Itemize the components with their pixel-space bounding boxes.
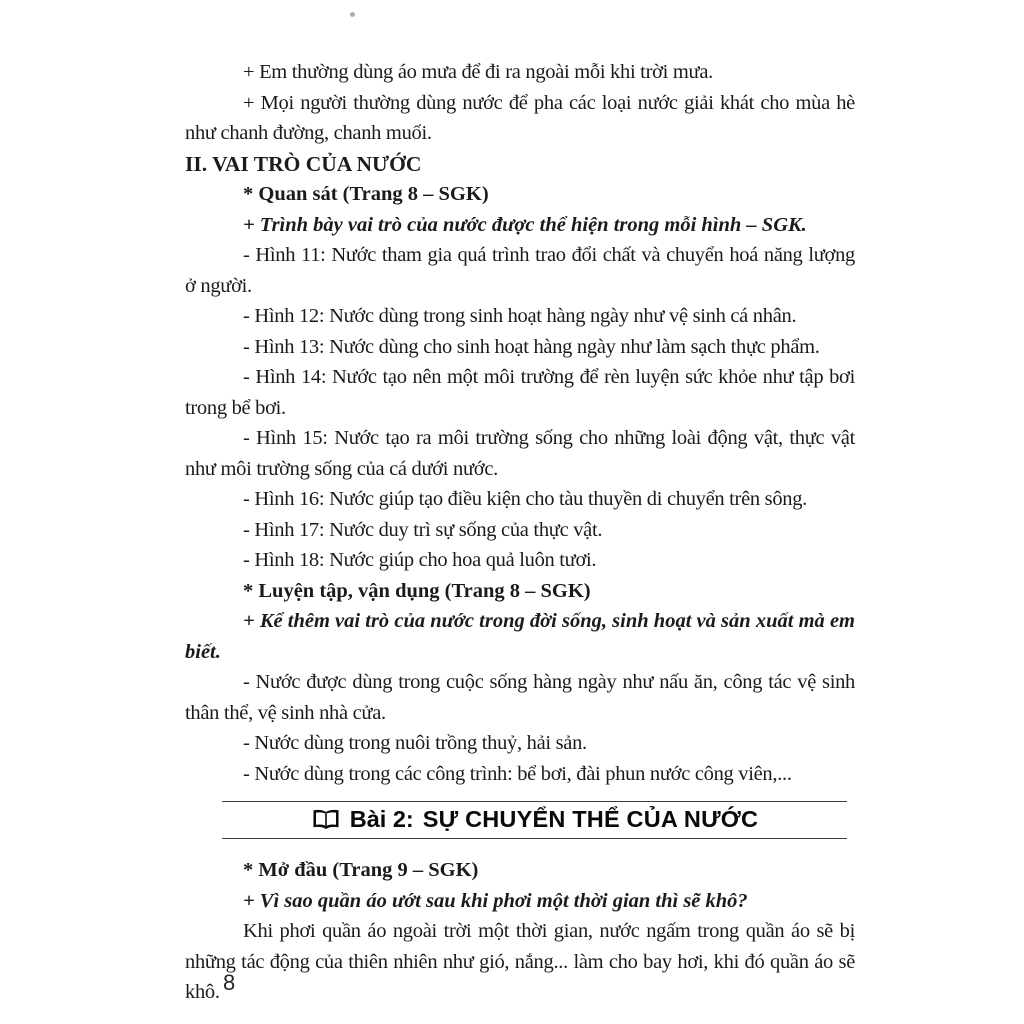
paragraph: - Nước được dùng trong cuộc sống hàng ngày như nấu ăn, công tác vệ sinh thân thể, vệ sinh nhà cửa. — [185, 671, 855, 724]
paragraph: - Hình 18: Nước giúp cho hoa quả luôn tươi. — [243, 549, 597, 571]
paragraph: - Hình 11: Nước tham gia quá trình trao đổi chất và chuyển hoá năng lượng ở người. — [185, 244, 855, 297]
paragraph: + Trình bày vai trò của nước được thể hiện trong mỗi hình – SGK. — [243, 213, 807, 236]
paragraph: - Hình 14: Nước tạo nên một môi trường để rèn luyện sức khỏe như tập bơi trong bể bơi. — [185, 366, 855, 419]
lesson-title: SỰ CHUYỂN THỂ CỦA NƯỚC — [422, 806, 759, 832]
paragraph: + Mọi người thường dùng nước để pha các loại nước giải khát cho mùa hè như chanh đường, chanh muối. — [185, 91, 855, 144]
page-number: 8 — [223, 970, 236, 995]
paragraph: Khi phơi quần áo ngoài trời một thời gian, nước ngấm trong quần áo sẽ bị những tác động của thiên nhiên như gió, nắng... làm cho bay hơi, khi đó quần áo sẽ khô. — [185, 920, 855, 1003]
page-text-column — [185, 57, 855, 1008]
paragraph: * Quan sát (Trang 8 – SGK) — [243, 183, 489, 205]
paragraph: - Hình 16: Nước giúp tạo điều kiện cho tàu thuyền di chuyển trên sông. — [243, 488, 808, 510]
paragraph: - Nước dùng trong các công trình: bể bơi, đài phun nước công viên,... — [243, 762, 792, 785]
scan-speck — [350, 12, 355, 17]
section-heading: II. VAI TRÒ CỦA NƯỚC — [185, 151, 422, 176]
paragraph: + Kể thêm vai trò của nước trong đời sống, sinh hoạt và sản xuất mà em biết. — [185, 610, 855, 663]
paragraph: + Vì sao quần áo ướt sau khi phơi một thời gian thì sẽ khô? — [243, 889, 748, 912]
lesson-banner — [222, 801, 847, 839]
paragraph: - Hình 17: Nước duy trì sự sống của thực vật. — [243, 518, 603, 541]
paragraph: + Em thường dùng áo mưa để đi ra ngoài mỗi khi trời mưa. — [243, 61, 713, 83]
open-book-icon — [311, 809, 341, 831]
paragraph: * Mở đầu (Trang 9 – SGK) — [243, 859, 479, 881]
paragraph: * Luyện tập, vận dụng (Trang 8 – SGK) — [243, 579, 591, 602]
paragraph: - Hình 15: Nước tạo ra môi trường sống cho những loài động vật, thực vật như môi trường sống của cá dưới nước. — [185, 427, 855, 480]
lesson-number-label: Bài 2: — [349, 806, 414, 832]
paragraph: - Hình 12: Nước dùng trong sinh hoạt hàng ngày như vệ sinh cá nhân. — [243, 305, 797, 327]
paragraph: - Nước dùng trong nuôi trồng thuỷ, hải sản. — [243, 732, 587, 754]
paragraph: - Hình 13: Nước dùng cho sinh hoạt hàng ngày như làm sạch thực phẩm. — [243, 335, 820, 358]
